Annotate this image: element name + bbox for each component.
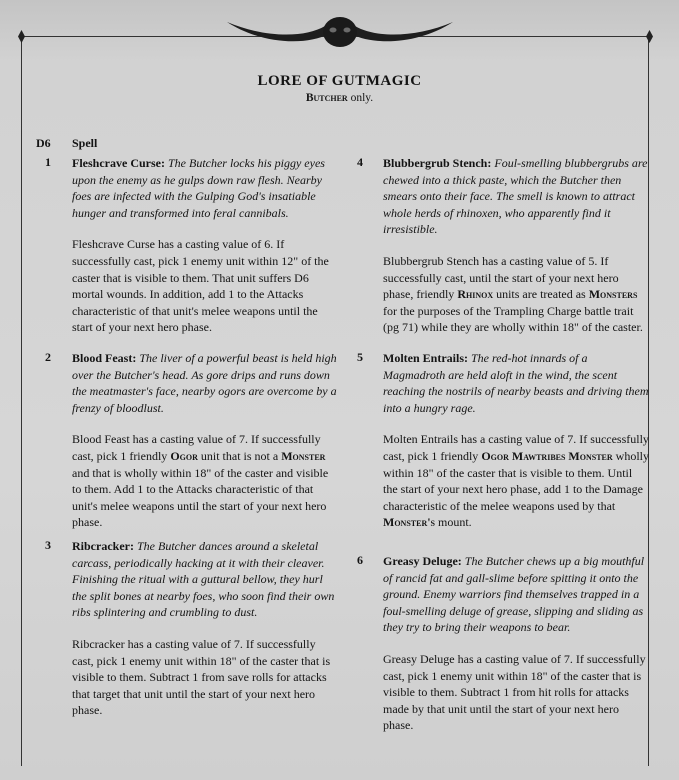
spell-entry [72, 155, 338, 336]
spell-number: 2 [45, 350, 51, 364]
horned-skull-ornament-icon [225, 4, 455, 52]
keyword: Monster [281, 448, 326, 463]
spell-name: Blood Feast: [72, 351, 137, 365]
spell-name: Fleshcrave Curse: [72, 156, 165, 170]
spell-name: Greasy Deluge: [383, 554, 462, 568]
spell-name: Molten Entrails: [383, 351, 468, 365]
spell-flavor: The Butcher locks his piggy eyes upon the enemy as he gulps down raw flesh. Nearby foes are infected with the Gulping God's insatiable hunger and transformed into feral cannibals. [72, 156, 325, 220]
spell-number: 3 [45, 538, 51, 552]
column-header-spell: Spell [72, 136, 98, 150]
spell-flavor: Foul-smelling blubbergrubs are chewed into a thick paste, which the Butcher then smears onto their face. The smell is known to attract whole herds of rhinoxen, who apparently find it irresistible. [383, 156, 648, 237]
keyword: Rhinox [457, 287, 494, 302]
page-subtitle [0, 92, 679, 104]
keyword: Ogor Mawtribes Monster [481, 448, 613, 463]
spell-number: 1 [45, 155, 51, 169]
spell-name: Blubbergrub Stench: [383, 156, 492, 170]
page-title: LORE OF GUTMAGIC [257, 73, 422, 89]
spell-entry [383, 350, 649, 531]
spell-number: 5 [357, 350, 363, 364]
spell-number: 4 [357, 155, 363, 169]
spell-number: 6 [357, 553, 363, 567]
subtitle-suffix: only. [347, 92, 374, 104]
spell-rules: Molten Entrails has a casting value of 7. If successfully cast, pick 1 friendly Ogor Mawtribes Monster wholly within 18" of the caster that is visible to them. Until the start of your next hero phase, add 1 to the Damage characteristic of the melee weapons used by that Monster's mount. [383, 432, 650, 530]
spell-flavor: The Butcher chews up a big mouthful of rancid fat and gall-slime before spitting it onto the ground. Enemy warriors find themselves trapped in a foul-smelling deluge of grease, slipping and sliding as they try to bring their weapons to bear. [383, 554, 645, 635]
spell-flavor: The liver of a powerful beast is held high over the Butcher's head. As gore drips and runs down the meatmaster's face, nearby ogors are overcome by a frenzy of bloodlust. [72, 351, 337, 415]
subtitle-keyword: Butcher [305, 92, 348, 104]
spell-rules: Greasy Deluge has a casting value of 7. If successfully cast, pick 1 enemy unit within 18" of the caster that is visible to them. Subtract 1 from hit rolls for attacks made by that unit until the start of your next hero phase. [383, 651, 646, 733]
keyword: Monster's [383, 515, 436, 530]
spell-name: Ribcracker: [72, 539, 134, 553]
spell-flavor: The Butcher dances around a skeletal carcass, periodically hacking at it with their cleaver. Finishing the ritual with a guttural bellow, they hurl the split bones at nearby foes, who soon find their own ribs splintering and crumbling to dust. [72, 539, 335, 620]
spell-entry [383, 155, 649, 336]
keyword: Monsters [588, 287, 638, 302]
spell-flavor: The red-hot innards of a Magmadroth are held aloft in the wind, the scent reaching the nostrils of nearby beasts and driving them into a hungry rage. [383, 351, 649, 415]
spell-rules: Ribcracker has a casting value of 7. If successfully cast, pick 1 enemy unit within 18" of the caster that is visible to them. Subtract 1 from save rolls for attacks that target that unit until the start of your next hero phase. [72, 636, 331, 718]
spell-entry [72, 538, 338, 719]
spell-entry [72, 350, 338, 531]
spell-rules: Blood Feast has a casting value of 7. If successfully cast, pick 1 friendly Ogor unit that is not a Monster and that is wholly within 18" of the caster and visible to them. Add 1 to the Attacks characteristic of that unit's melee weapons until the start of your next hero phase. [72, 432, 329, 530]
column-header-d6: D6 [36, 136, 51, 150]
spell-rules: Blubbergrub Stench has a casting value of 5. If successfully cast, until the start of your next hero phase, friendly Rhinox units are treated as Monsters for the purposes of the Trampling Charge battle trait (pg 71) while they are wholly within 18" of the caster. [383, 253, 643, 335]
keyword: Ogor [170, 448, 198, 463]
spell-rules: Fleshcrave Curse has a casting value of 6. If successfully cast, pick 1 enemy unit within 12" of the caster that is visible to them. That unit suffers D6 mortal wounds. In addition, add 1 to the Attacks characteristic of that unit's melee weapons until the start of your next hero phase. [72, 237, 329, 335]
spell-entry [383, 553, 649, 734]
